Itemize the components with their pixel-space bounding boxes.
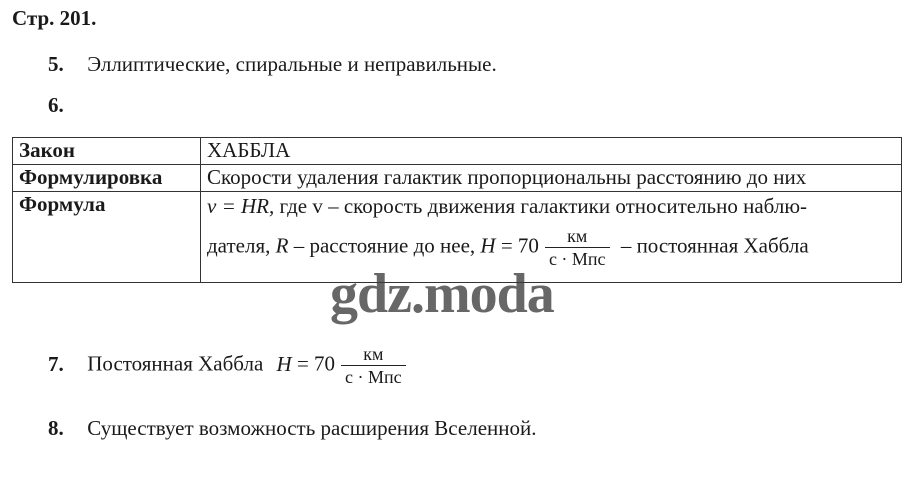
table-row xyxy=(13,165,902,192)
answer-7 xyxy=(48,344,412,387)
unit-fraction xyxy=(341,344,406,387)
formula-variable-r: R xyxy=(275,233,289,258)
answer-6 xyxy=(48,93,82,118)
formula-description: где v – скорость движения галактики относительно наблю- xyxy=(274,194,808,218)
formula-variable-h: H xyxy=(480,233,496,258)
table-key-cell: Закон xyxy=(13,138,201,165)
answer-number: 6. xyxy=(48,93,64,117)
fraction-numerator: км xyxy=(363,344,384,364)
answer-text: Эллиптические, спиральные и неправильные. xyxy=(87,52,497,76)
formula-text: – расстояние до нее, xyxy=(288,233,481,258)
formula-text: дателя, xyxy=(207,233,276,258)
formula-line-1 xyxy=(207,192,895,220)
fraction-denominator: с · Мпс xyxy=(341,365,406,388)
answer-number: 8. xyxy=(48,416,64,440)
table-value-cell: ХАББЛА xyxy=(201,138,902,165)
unit-fraction xyxy=(545,226,610,269)
answer-text: Постоянная Хаббла xyxy=(87,351,264,376)
table-key-cell: Формула xyxy=(13,192,201,283)
answer-number: 7. xyxy=(48,351,64,376)
table-value-cell: Скорости удаления галактик пропорциональны расстоянию до них xyxy=(201,165,902,192)
formula-text: – постоянная Хаббла xyxy=(615,233,809,258)
fraction-denominator: с · Мпс xyxy=(545,247,610,270)
page-heading: Стр. 201. xyxy=(12,6,97,30)
answer-number: 5. xyxy=(48,52,64,76)
answer-5 xyxy=(48,52,497,77)
formula-expression: v = HR, xyxy=(207,194,275,218)
table-row xyxy=(13,138,902,165)
answer-text: Существует возможность расширения Вселенной. xyxy=(87,416,537,440)
table-key-cell: Формулировка xyxy=(13,165,201,192)
formula-equals: = 70 xyxy=(291,351,336,376)
watermark-logo: gdz.moda xyxy=(330,263,554,325)
answer-8 xyxy=(48,416,536,441)
fraction-numerator: км xyxy=(567,226,588,246)
formula-equals: = 70 xyxy=(495,233,539,258)
formula-variable-h: H xyxy=(276,351,292,376)
